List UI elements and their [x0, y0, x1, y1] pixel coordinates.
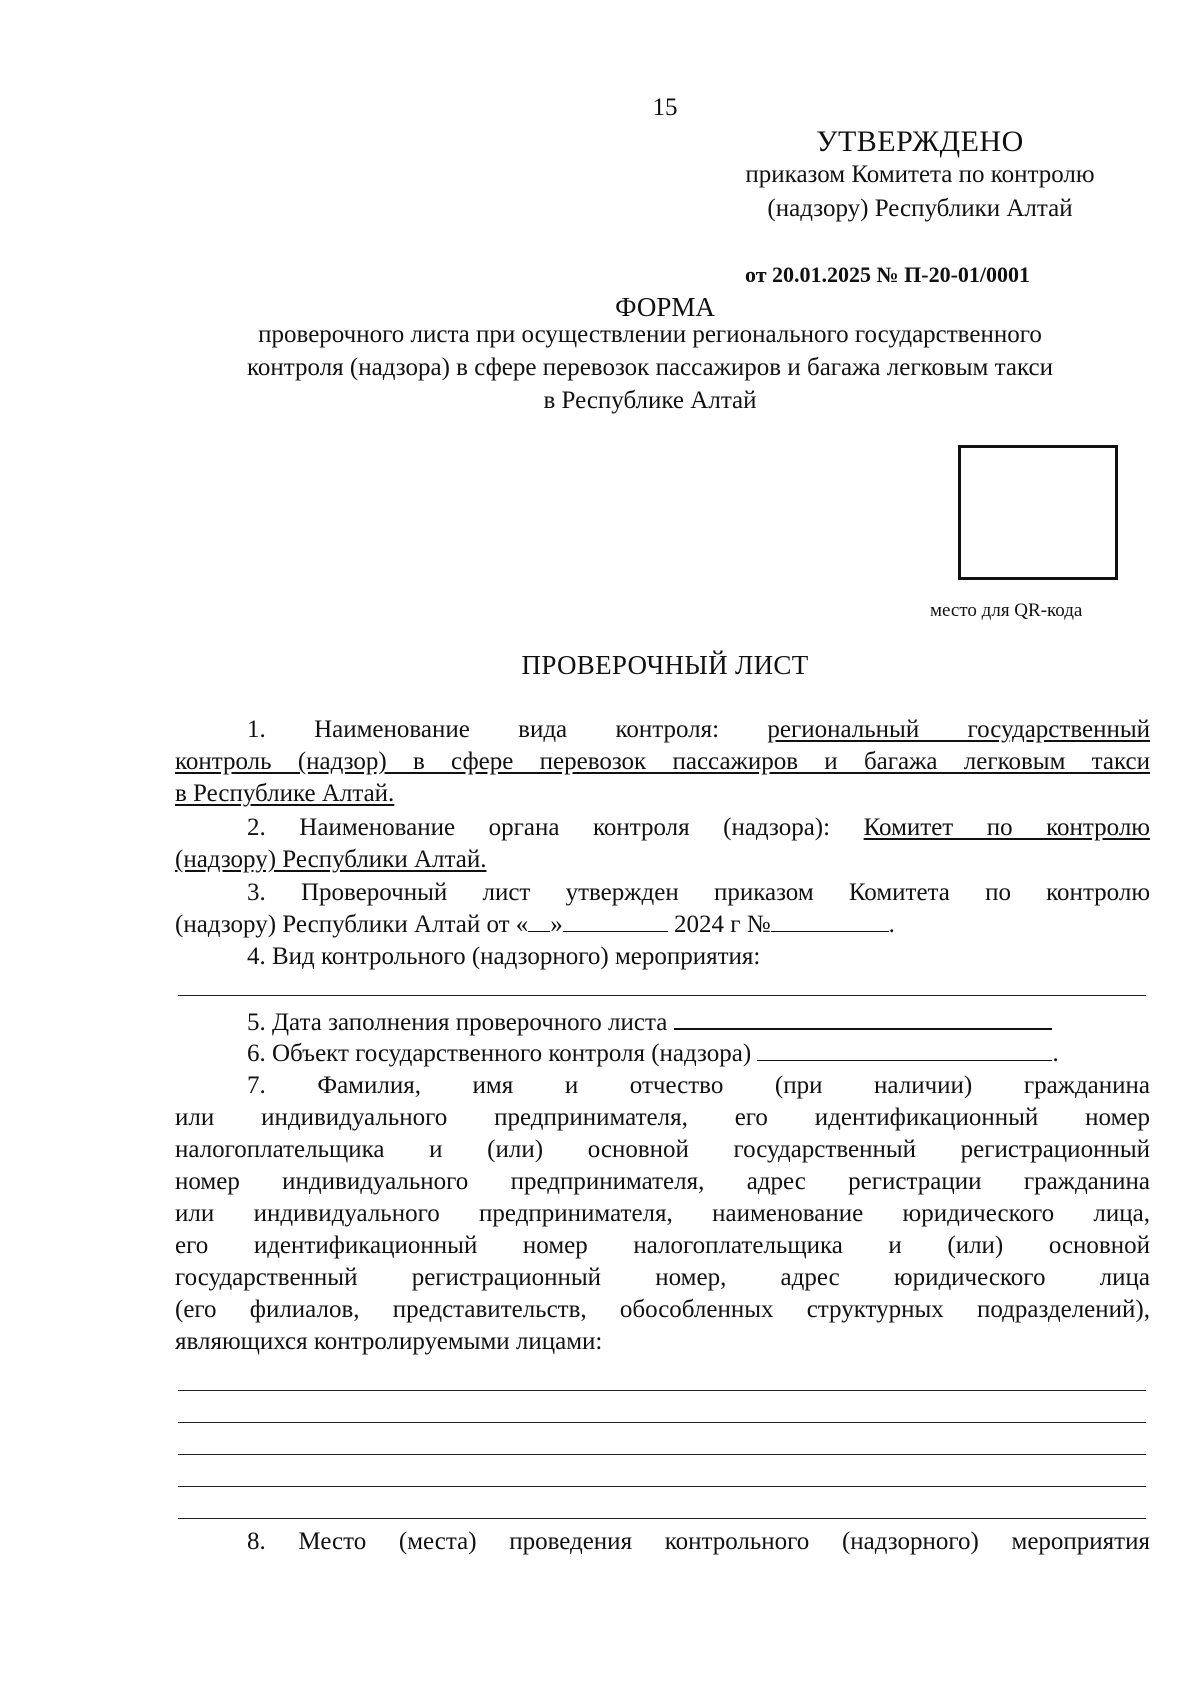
item-1-value-b: контроль (надзор) в сфере перевозок пассажиров и багажа легковым такси [175, 748, 1150, 775]
item-3-day-field[interactable] [528, 909, 550, 932]
item-7 [175, 1070, 1150, 1358]
item-8-text: 8. Место (места) проведения контрольного (надзорного) мероприятия [247, 1528, 1150, 1555]
item-6-text: 6. Объект государственного контроля (надзора) [247, 1040, 752, 1067]
item-7-fill-line-1[interactable] [178, 1390, 1146, 1391]
page-number: 15 [652, 94, 678, 121]
item-4 [175, 941, 1150, 973]
item-2-line-2 [175, 844, 1150, 876]
item-5-line [175, 1006, 1150, 1039]
item-2 [175, 812, 1150, 876]
form-subtitle-line-1: проверочного листа при осуществлении регионального государственного [258, 321, 1042, 348]
form-heading: ФОРМА [615, 292, 715, 322]
item-7-line-8: (его филиалов, представительств, обособленных структурных подразделений), [175, 1296, 1150, 1323]
item-7-line-6: его идентификационный номер налогоплательщика и (или) основной [175, 1232, 1150, 1259]
item-3-number-field[interactable] [771, 909, 889, 932]
item-1-value-c: в Республике Алтай. [175, 780, 395, 807]
item-4-fill-line[interactable] [178, 995, 1146, 996]
item-3-line-2 [175, 909, 1150, 941]
item-6 [175, 1038, 1150, 1070]
item-3-text-b: » [550, 911, 563, 938]
item-7-line-5: или индивидуального предпринимателя, наименование юридического лица, [175, 1200, 1150, 1227]
item-3-month-field[interactable] [563, 909, 668, 932]
qr-code-placeholder [958, 445, 1118, 580]
approval-date-number: от 20.01.2025 № П-20-01/0001 [745, 262, 1031, 287]
item-5-date-field[interactable] [674, 1006, 1052, 1030]
item-7-fill-line-3[interactable] [178, 1454, 1146, 1455]
item-1-value-a: региональный государственный [767, 716, 1151, 743]
item-5 [175, 1006, 1150, 1039]
item-1-line-1 [175, 714, 1150, 746]
item-5-text: 5. Дата заполнения проверочного листа [247, 1009, 668, 1036]
item-3-text-a: (надзору) Республики Алтай от « [175, 911, 529, 938]
form-subtitle-line-3: в Республике Алтай [543, 387, 757, 414]
item-8 [175, 1526, 1150, 1558]
item-7-line-4: номер индивидуального предпринимателя, адрес регистрации гражданина [175, 1168, 1150, 1195]
document-title: ПРОВЕРОЧНЫЙ ЛИСТ [521, 650, 809, 680]
item-7-fill-line-4[interactable] [178, 1486, 1146, 1487]
item-2-value-b: (надзору) Республики Алтай. [175, 846, 487, 873]
item-4-text: 4. Вид контрольного (надзорного) мероприятия: [247, 943, 761, 970]
item-1-label: 1. Наименование вида контроля: [247, 716, 720, 743]
approval-heading: УТВЕРЖДЕНО [816, 125, 1024, 158]
item-7-line-3: налогоплательщика и (или) основной государственный регистрационный [175, 1136, 1150, 1163]
item-2-label: 2. Наименование органа контроля (надзора): [247, 814, 831, 841]
item-7-fill-line-2[interactable] [178, 1422, 1146, 1423]
item-3-text-c: 2024 г № [674, 911, 771, 938]
qr-caption: место для QR-кода [930, 600, 1083, 621]
form-subtitle [150, 318, 1150, 417]
form-subtitle-line-2: контроля (надзора) в сфере перевозок пассажиров и багажа легковым такси [247, 354, 1053, 381]
item-7-fill-line-5[interactable] [178, 1518, 1146, 1519]
approval-line-1: приказом Комитета по контролю [745, 161, 1095, 188]
item-6-object-field[interactable] [757, 1038, 1052, 1061]
item-3 [175, 877, 1150, 941]
item-6-line [175, 1038, 1150, 1070]
item-7-line-9: являющихся контролируемыми лицами: [175, 1328, 603, 1355]
item-1-line-2 [175, 746, 1150, 778]
item-2-line-1 [175, 812, 1150, 844]
item-3-line-1: 3. Проверочный лист утвержден приказом Комитета по контролю [247, 879, 1150, 906]
item-7-line-7: государственный регистрационный номер, адрес юридического лица [175, 1264, 1150, 1291]
item-3-text-d: . [888, 911, 895, 938]
item-7-line-1: 7. Фамилия, имя и отчество (при наличии) гражданина [247, 1072, 1150, 1099]
item-1 [175, 714, 1150, 810]
item-2-value-a: Комитет по контролю [863, 814, 1150, 841]
item-1-line-3 [175, 778, 1150, 810]
item-6-end: . [1052, 1040, 1059, 1067]
approval-line-2: (надзору) Республики Алтай [767, 195, 1073, 222]
item-7-line-2: или индивидуального предпринимателя, его идентификационный номер [175, 1104, 1150, 1131]
